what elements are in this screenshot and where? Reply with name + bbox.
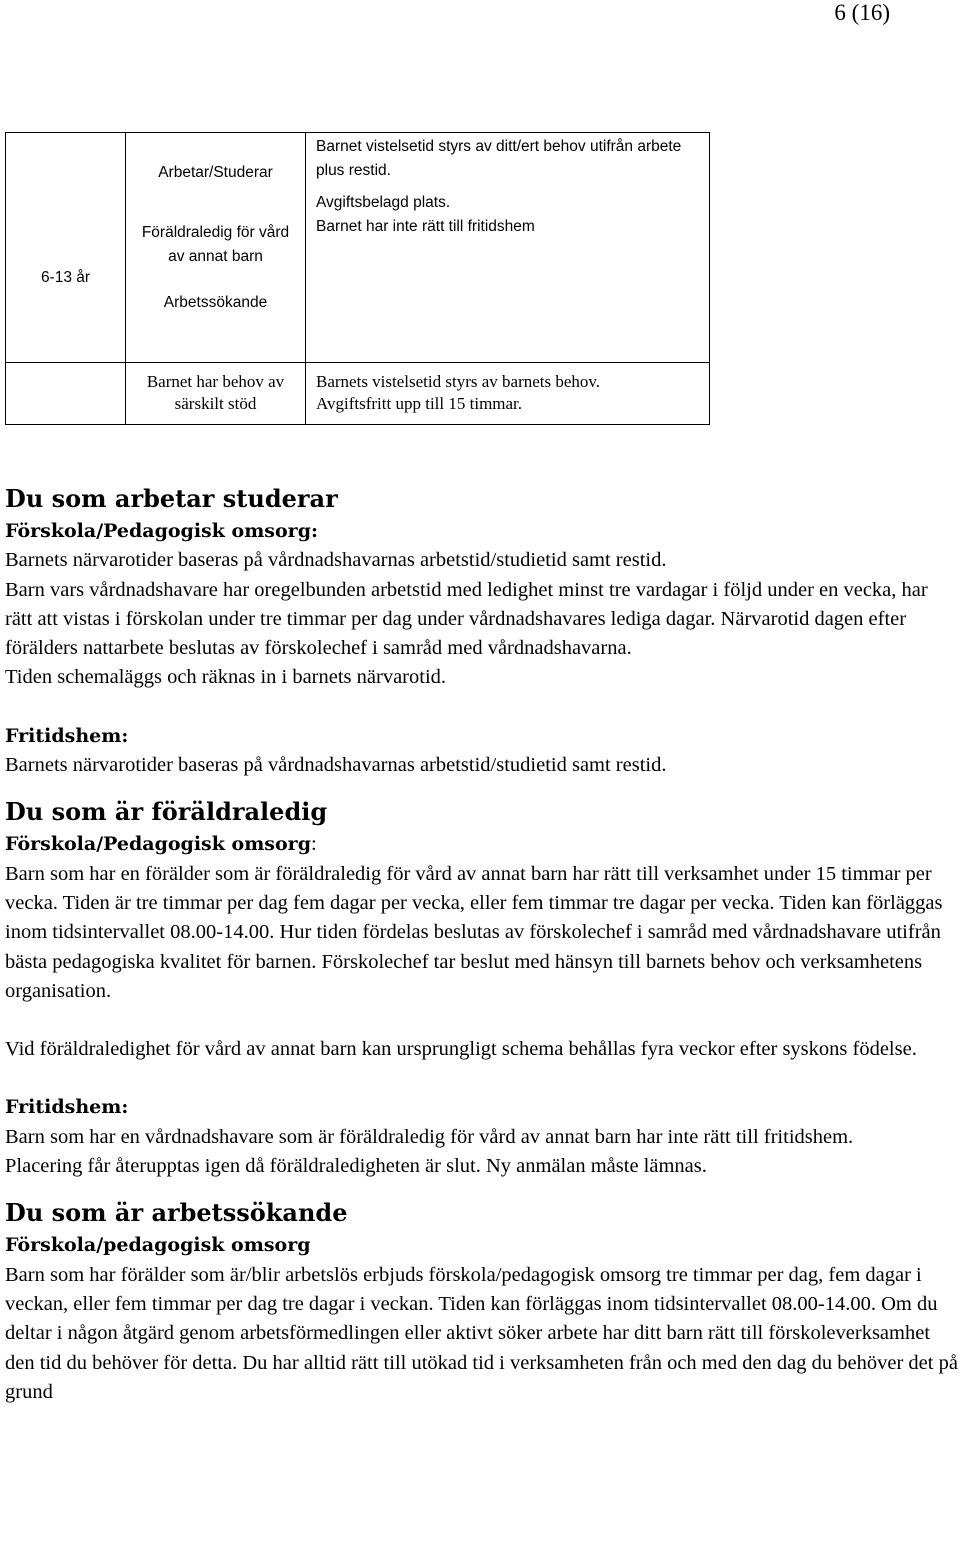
category-parental-leave: Föräldraledig för vård av annat barn	[141, 224, 290, 265]
page-number: 6 (16)	[834, 0, 890, 25]
category-special-support: Barnet har behov av särskilt stöd	[146, 372, 285, 413]
label-fritidshem: Fritidshem:	[5, 1096, 129, 1119]
label-preschool: Förskola/Pedagogisk omsorg:	[5, 520, 318, 542]
description-line-2: Avgiftsbelagd plats.	[316, 194, 451, 211]
heading-parental-leave: Du som är föräldraledig	[5, 797, 328, 827]
paragraph: Placering får återupptas igen då föräldraledigheten är slut. Ny anmälan måste lämnas.	[5, 1155, 707, 1178]
label-fritidshem: Fritidshem:	[5, 724, 129, 747]
description-line-2: Avgiftsfritt upp till 15 timmar.	[316, 394, 523, 413]
description-line-1: Barnet vistelsetid styrs av ditt/ert behov utifrån arbete plus restid.	[316, 138, 682, 179]
age-label: 6-13 år	[40, 268, 91, 286]
paragraph: Tiden schemaläggs och räknas in i barnets närvarotid.	[5, 666, 447, 689]
description-line-1: Barnets vistelsetid styrs av barnets behov.	[316, 372, 601, 391]
category-cell	[126, 363, 306, 425]
description-cell	[306, 133, 710, 363]
paragraph: Barn som har en vårdnadshavare som är föräldraledig för vård av annat barn har inte rätt till fritidshem.	[5, 1125, 854, 1148]
table-row	[6, 363, 710, 425]
paragraph: Barn vars vårdnadshavare har oregelbunden arbetstid med ledighet minst tre vardagar i följd under en vecka, har rätt att vistas i förskolan under tre timmar per dag under vårdnadshavares lediga dagar. Närvarotid dagen efter förälders nattarbete beslutas av förskolechef i samråd med vårdnadshavarna.	[5, 578, 928, 660]
paragraph: Barnets närvarotider baseras på vårdnadshavarnas arbetstid/studietid samt restid.	[5, 549, 667, 572]
paragraph: Barn som har förälder som är/blir arbetslös erbjuds förskola/pedagogisk omsorg tre timmar per dag, fem dagar i veckan, eller fem timmar per dag tre dagar i veckan. Tiden kan förläggas inom tidsintervallet 08.00-14.00. Om du deltar i någon åtgärd genom arbetsförmedlingen eller aktivt söker arbete har ditt barn rätt till förskoleverksamhet den tid du behöver för detta. Du har alltid rätt till utökad tid i verksamheten från och med den dag du behöver det på grund	[5, 1263, 958, 1403]
label-preschool: Förskola/Pedagogisk omsorg:	[5, 833, 317, 856]
paragraph: Barnets närvarotider baseras på vårdnadshavarnas arbetstid/studietid samt restid.	[5, 754, 667, 777]
heading-job-seeking: Du som är arbetssökande	[5, 1198, 348, 1228]
category-working: Arbetar/Studerar	[158, 164, 273, 181]
category-job-seeking: Arbetssökande	[163, 294, 268, 311]
empty-cell	[6, 363, 126, 425]
description-line-3: Barnet har inte rätt till fritidshem	[316, 218, 535, 235]
table-row	[6, 133, 710, 363]
document-body	[5, 481, 960, 1407]
label-preschool: Förskola/pedagogisk omsorg	[5, 1234, 311, 1257]
description-cell	[306, 363, 710, 425]
paragraph: Barn som har en förälder som är föräldraledig för vård av annat barn har rätt till verksamhet under 15 timmar per vecka. Tiden är tre timmar per dag fem dagar per vecka, eller fem timmar tre dagar per vecka. Tiden kan förläggas inom tidsintervallet 08.00-14.00. Hur tiden fördelas beslutas av förskolechef i samråd med vårdnadshavare utifrån bästa pedagogiska kvalitet för barnen. Förskolechef tar beslut med hänsyn till barnets behov och verksamhetens organisation.	[5, 862, 943, 1002]
category-cell	[126, 133, 306, 363]
fee-table	[5, 132, 710, 425]
age-cell	[6, 133, 126, 363]
paragraph: Vid föräldraledighet för vård av annat barn kan ursprungligt schema behållas fyra veckor efter syskons födelse.	[5, 1038, 917, 1061]
heading-working: Du som arbetar studerar	[5, 484, 338, 513]
